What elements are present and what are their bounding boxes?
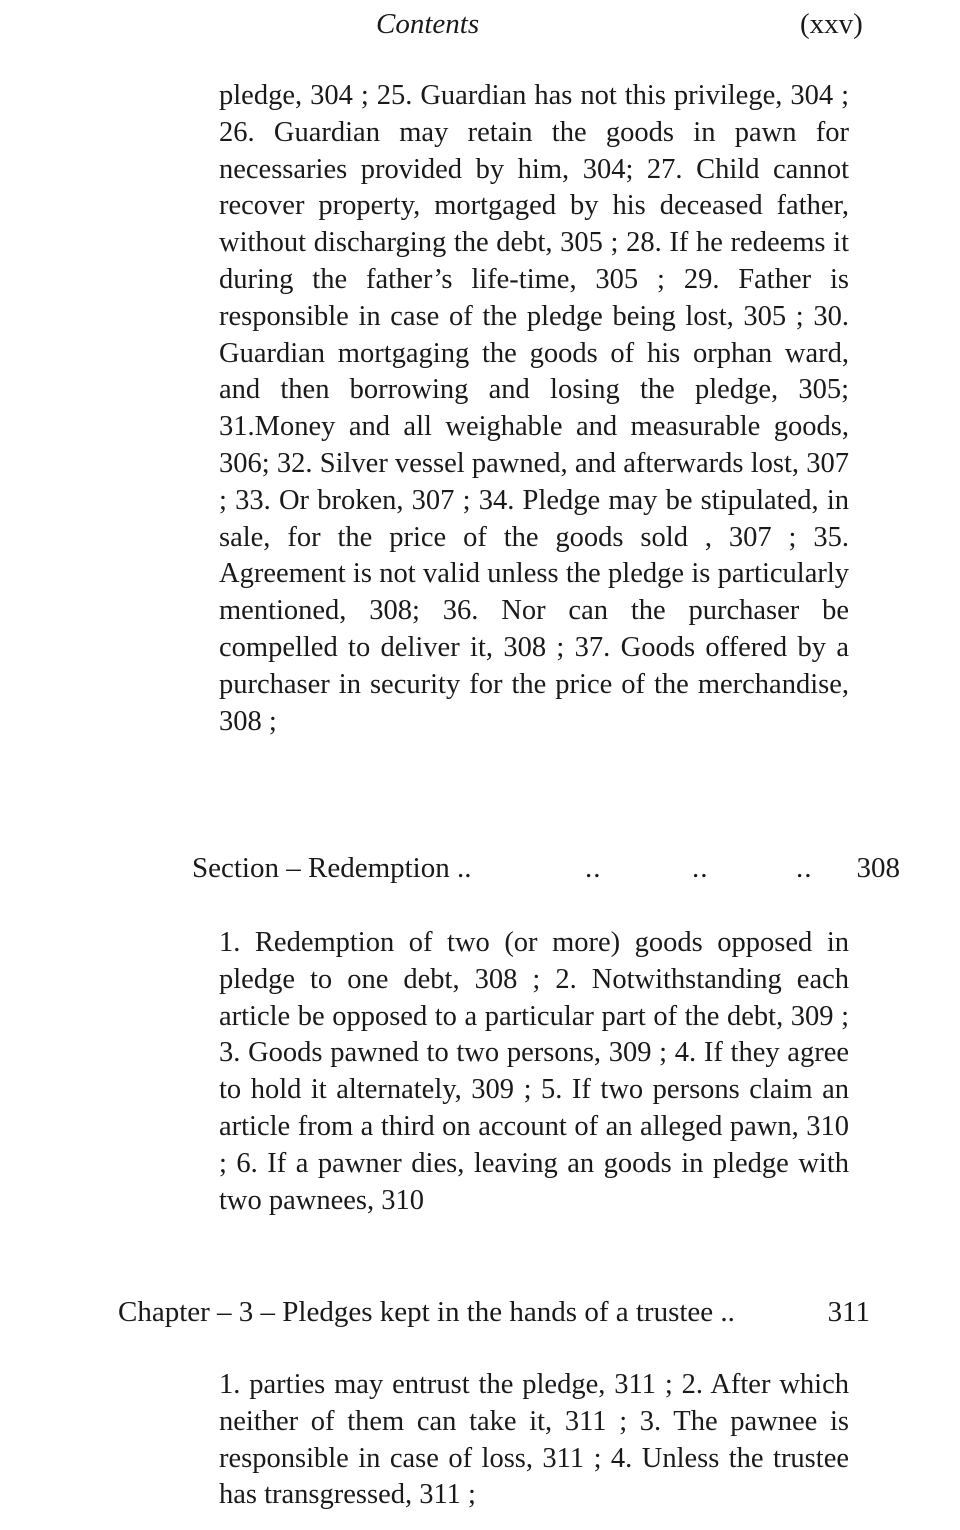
running-title: Contents: [376, 8, 480, 40]
contents-paragraph: 1. parties may entrust the pledge, 311 ; 2. After which neither of them can take it, 311 ; 3. The pawnee is responsible in case of loss, 311 ; 4. Unless the trustee has transgressed, 311 ;: [219, 1369, 849, 1511]
chapter-page-number: 311: [827, 1296, 870, 1328]
contents-paragraph: 1. Redemption of two (or more) goods opposed in pledge to one debt, 308 ; 2. Notwithstanding each article be opposed to a particular part of the debt, 309 ; 3. Goods pawned to two persons, 309 ; 4. If they agree to hold it alternately, 309 ; 5. If two persons claim an article from a third on account of an alleged pawn, 310 ; 6. If a pawner dies, leaving an goods in pledge with two pawnees, 310: [219, 927, 849, 1216]
contents-paragraph: pledge, 304 ; 25. Guardian has not this privilege, 304 ; 26. Guardian may retain the goods in pawn for necessaries provided by him, 304; 27. Child cannot recover property, mortgaged by his deceased father, without discharging the debt, 305 ; 28. If he redeems it during the father’s life-time, 305 ; 29. Father is responsible in case of the pledge being lost, 305 ; 30. Guardian mortgaging the goods of his orphan ward, and then borrowing and losing the pledge, 305; 31.Money and all weighable and measurable goods, 306; 32. Silver vessel pawned, and afterwards lost, 307 ; 33. Or broken, 307 ; 34. Pledge may be stipulated, in sale, for the price of the goods sold , 307 ; 35. Agreement is not valid unless the pledge is particularly mentioned, 308; 36. Nor can the purchaser be compelled to deliver it, 308 ; 37. Goods offered by a purchaser in security for the price of the merchandise, 308 ;: [219, 80, 849, 737]
chapter-label: Chapter – 3 – Pledges kept in the hands of a trustee ..: [118, 1296, 735, 1328]
dot-leader: ..: [692, 852, 709, 884]
dot-leader: ..: [796, 852, 813, 884]
page-number: (xxv): [800, 8, 863, 40]
section-label: Section – Redemption ..: [192, 852, 472, 884]
dot-leader: ..: [585, 852, 602, 884]
section-page-number: 308: [856, 852, 900, 884]
